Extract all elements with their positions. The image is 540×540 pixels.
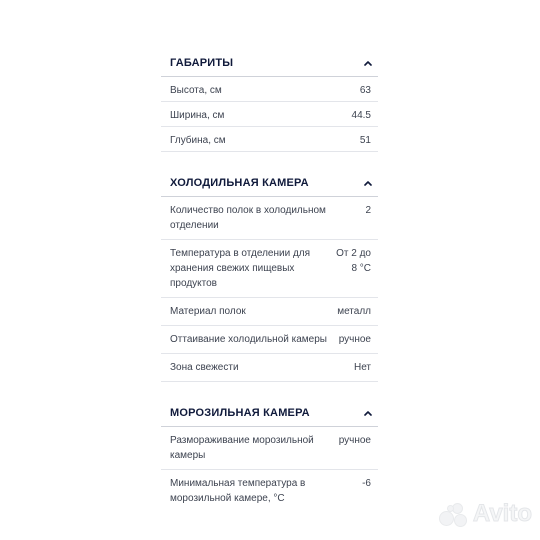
spec-label: Количество полок в холодильном отделении [170,205,326,231]
spec-value: Нет [353,362,371,373]
spec-value: 2 [365,205,371,216]
watermark-text: Avito [472,500,532,527]
avito-watermark [439,500,532,528]
spec-label: Оттаивание холодильной камеры [170,334,327,345]
section-header-dimensions[interactable] [161,50,378,77]
spec-label: Размораживание морозильной камеры [170,435,314,461]
spec-label: Минимальная температура в морозильной камере, °C [170,478,306,504]
spec-row [161,102,378,127]
spec-value: металл [337,306,371,317]
section-gap [161,382,378,400]
section-title: МОРОЗИЛЬНАЯ КАМЕРА [170,407,310,419]
section-title: ГАБАРИТЫ [170,57,234,69]
spec-row [161,197,378,240]
section-dimensions [161,50,378,152]
spec-value: От 2 до 8 °C [336,248,371,274]
spec-label: Материал полок [170,306,246,317]
spec-row [161,77,378,102]
spec-value: ручное [338,435,371,446]
spec-label: Зона свежести [170,362,239,373]
section-header-freezer[interactable] [161,400,378,427]
spec-row [161,127,378,152]
spec-label: Глубина, см [170,135,226,146]
chevron-up-icon[interactable] [364,179,372,187]
spec-label: Температура в отделении для хранения свежих пищевых продуктов [170,248,311,289]
section-gap [161,152,378,170]
section-freezer [161,400,378,512]
spec-row [161,298,378,326]
spec-label: Высота, см [170,85,222,96]
specifications-panel [161,50,378,512]
spec-value: ручное [338,334,371,345]
chevron-up-icon[interactable] [364,59,372,67]
section-fridge [161,170,378,382]
section-title: ХОЛОДИЛЬНАЯ КАМЕРА [170,177,309,189]
section-header-fridge[interactable] [161,170,378,197]
spec-row [161,240,378,298]
spec-value: 44.5 [351,110,371,121]
spec-value: -6 [362,478,371,489]
spec-row [161,354,378,382]
avito-logo-icon [439,503,469,525]
spec-row [161,470,378,512]
spec-value: 51 [359,135,371,146]
chevron-up-icon[interactable] [364,409,372,417]
spec-value: 63 [359,85,371,96]
spec-row [161,326,378,354]
spec-label: Ширина, см [170,110,225,121]
spec-row [161,427,378,470]
